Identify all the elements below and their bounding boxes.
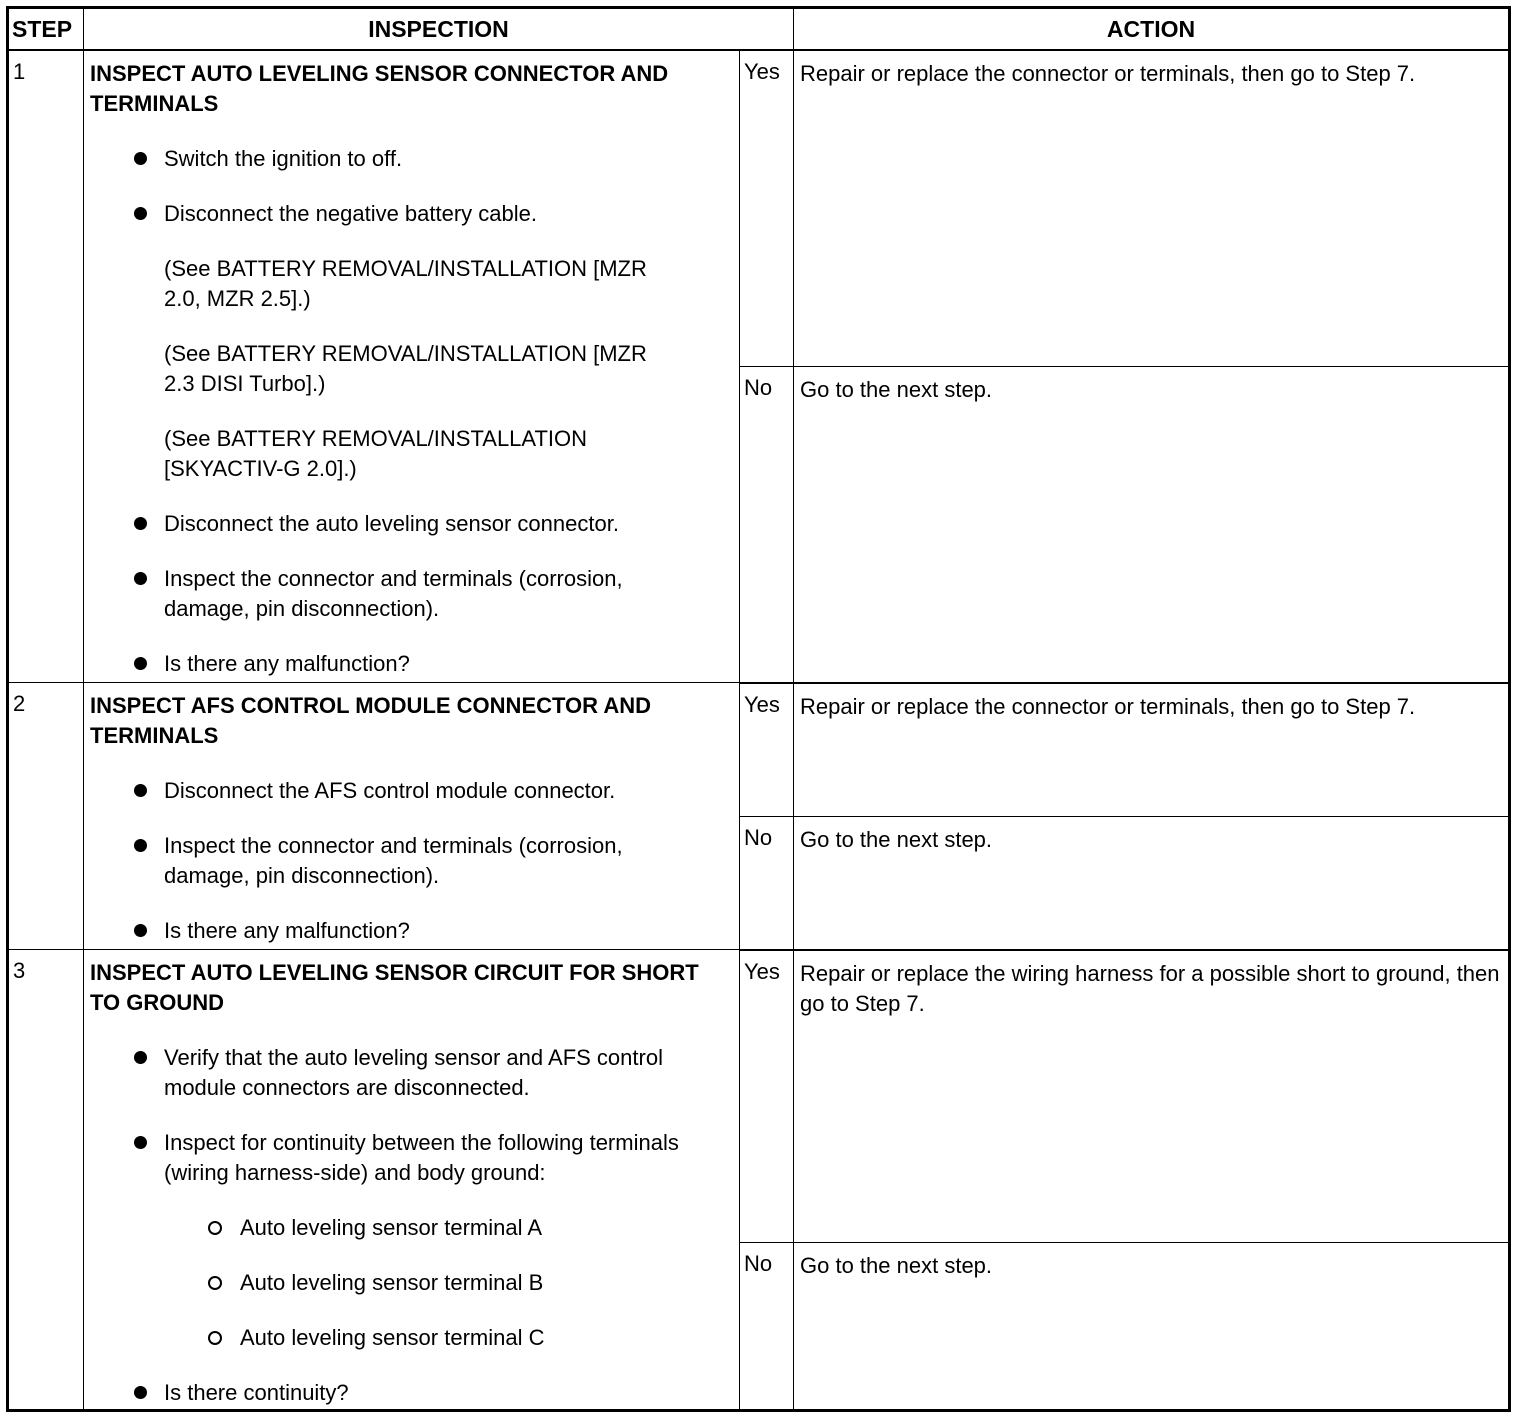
bullet-item: Disconnect the auto leveling sensor connector. xyxy=(164,509,733,539)
step-number: 2 xyxy=(8,683,84,950)
bullet-item: Inspect the connector and terminals (corrosion, damage, pin disconnection). xyxy=(164,564,733,624)
yes-label: Yes xyxy=(740,50,794,366)
step-2-yes-row xyxy=(8,683,1510,817)
bullet-item: Is there continuity? xyxy=(164,1378,733,1408)
no-action: Go to the next step. xyxy=(794,1242,1510,1410)
yes-action: Repair or replace the connector or terminals, then go to Step 7. xyxy=(794,683,1510,817)
bullet-item: Disconnect the negative battery cable. xyxy=(164,199,733,229)
step-number: 3 xyxy=(8,950,84,1411)
bullet-item: Is there any malfunction? xyxy=(164,916,733,946)
procedure-table xyxy=(6,6,1511,1412)
bullet-item: Disconnect the AFS control module connector. xyxy=(164,776,733,806)
yes-label: Yes xyxy=(740,950,794,1242)
header-row xyxy=(8,8,1510,51)
step-3-yes-row xyxy=(8,950,1510,1242)
no-action: Go to the next step. xyxy=(794,817,1510,950)
bullet-item: Switch the ignition to off. xyxy=(164,144,733,174)
header-step: STEP xyxy=(8,8,84,51)
no-label: No xyxy=(740,1242,794,1410)
yes-action: Repair or replace the wiring harness for a possible short to ground, then go to Step 7. xyxy=(794,950,1510,1242)
yes-label: Yes xyxy=(740,683,794,817)
no-label: No xyxy=(740,817,794,950)
reference-note: (See BATTERY REMOVAL/INSTALLATION [MZR 2.3 DISI Turbo].) xyxy=(164,341,647,397)
reference-note: (See BATTERY REMOVAL/INSTALLATION [MZR 2.0, MZR 2.5].) xyxy=(164,256,647,312)
header-inspection: INSPECTION xyxy=(84,8,794,51)
step-number: 1 xyxy=(8,50,84,683)
sub-bullet-item: Auto leveling sensor terminal C xyxy=(240,1323,733,1353)
sub-bullet-item: Auto leveling sensor terminal A xyxy=(240,1213,733,1243)
no-action: Go to the next step. xyxy=(794,366,1510,682)
step-title: INSPECT AUTO LEVELING SENSOR CIRCUIT FOR SHORT TO GROUND xyxy=(90,960,699,1016)
step-3-inspection xyxy=(84,950,740,1411)
bullet-item: Is there any malfunction? xyxy=(164,649,733,679)
yes-action: Repair or replace the connector or terminals, then go to Step 7. xyxy=(794,50,1510,366)
bullet-item: Verify that the auto leveling sensor and AFS control module connectors are disconnected. xyxy=(164,1043,733,1103)
header-action: ACTION xyxy=(794,8,1510,51)
bullet-item: Inspect for continuity between the following terminals (wiring harness-side) and body ground: xyxy=(164,1128,733,1188)
step-2-inspection xyxy=(84,683,740,950)
bullet-item: Inspect the connector and terminals (corrosion, damage, pin disconnection). xyxy=(164,831,733,891)
no-label: No xyxy=(740,366,794,682)
reference-note: (See BATTERY REMOVAL/INSTALLATION [SKYACTIV-G 2.0].) xyxy=(164,426,588,482)
sub-bullet-item: Auto leveling sensor terminal B xyxy=(240,1268,733,1298)
step-title: INSPECT AFS CONTROL MODULE CONNECTOR AND TERMINALS xyxy=(90,693,652,749)
step-1-yes-row xyxy=(8,50,1510,366)
step-title: INSPECT AUTO LEVELING SENSOR CONNECTOR AND TERMINALS xyxy=(90,61,669,117)
step-1-inspection xyxy=(84,50,740,683)
